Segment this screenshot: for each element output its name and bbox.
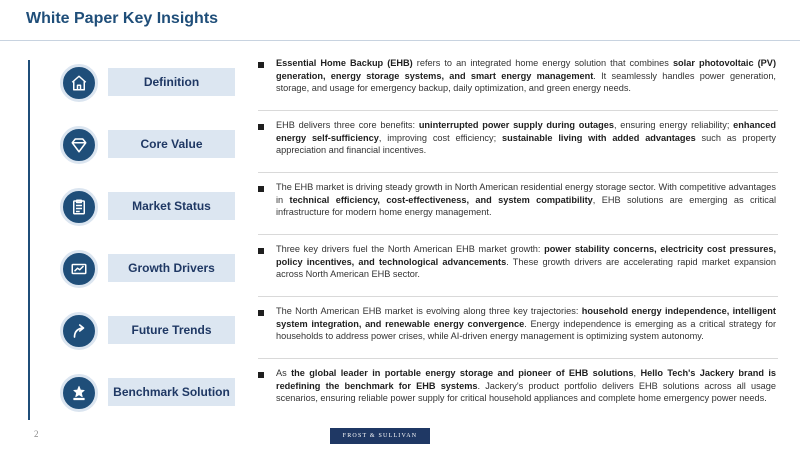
row-divider <box>258 358 778 359</box>
insight-row-core-value <box>0 122 800 182</box>
text-segment: , ensuring energy reliability; <box>613 120 734 130</box>
growth-chart-icon <box>60 250 98 288</box>
text-segment: such as property appreciation and financial incentives. <box>276 132 776 156</box>
insight-row-market-status <box>0 184 800 244</box>
bullet-marker <box>258 372 264 378</box>
row-divider <box>258 110 778 111</box>
bullet-marker <box>258 124 264 130</box>
text-segment: . Energy independence is emerging as a critical strategy for households to address power crises, while AI-driven energy management is optimizing system autonomy. <box>276 318 776 342</box>
text-segment: power stability concerns, electricity cost pressures, policy incentives, and technological advancements <box>276 244 776 267</box>
text-segment: the global leader in portable energy storage and pioneer of EHB solutions <box>291 368 634 378</box>
bullet-marker <box>258 186 264 192</box>
clipboard-icon <box>60 188 98 226</box>
bullet-marker <box>258 248 264 254</box>
text-segment: technical efficiency, cost-effectiveness, and system compatibility <box>289 194 593 205</box>
insight-description <box>276 57 776 95</box>
diamond-icon <box>60 126 98 164</box>
text-segment: . Jackery's product portfolio delivers EHB solutions across all usage scenarios, ensuring reliable power supply for critical household appliances and complete home emergency power needs. <box>276 380 776 404</box>
text-segment: household energy independence, intelligent system integration, and renewable energy convergence <box>276 306 776 329</box>
text-segment: , improving cost efficiency; <box>378 132 502 143</box>
insight-description <box>276 305 776 343</box>
insight-label: Core Value <box>108 130 235 158</box>
insight-description <box>276 367 776 405</box>
text-segment: As <box>276 368 292 378</box>
row-divider <box>258 234 778 235</box>
insight-label: Future Trends <box>108 316 235 344</box>
frost-sullivan-logo: FROST & SULLIVAN <box>330 428 430 444</box>
text-segment: . These growth drivers are accelerating rapid market expansion across North American EHB sector. <box>276 256 776 280</box>
text-segment: , <box>633 368 641 378</box>
text-segment: enhanced energy self-sufficiency <box>276 120 777 143</box>
bullet-marker <box>258 62 264 68</box>
row-divider <box>258 296 778 297</box>
page-title: White Paper Key Insights <box>26 10 219 27</box>
text-segment: , EHB solutions are emerging as critical infrastructure for modern home energy management. <box>276 194 776 218</box>
insight-row-growth-drivers <box>0 246 800 306</box>
bullet-marker <box>258 310 264 316</box>
text-segment: EHB delivers three core benefits: <box>276 120 419 130</box>
text-segment: The EHB market is driving steady growth in North American residential energy storage sector. With competitive advantages in <box>276 182 776 205</box>
text-segment: Essential Home Backup (EHB) <box>276 58 413 68</box>
insight-label: Benchmark Solution <box>108 378 235 406</box>
header-divider <box>0 40 800 41</box>
page-number: 2 <box>34 429 39 439</box>
insight-label: Market Status <box>108 192 235 220</box>
insight-row-definition <box>0 60 800 120</box>
text-segment: . It seamlessly handles power generation, storage, and usage for emergency backup, daily optimization, and green energy needs. <box>276 70 776 94</box>
row-divider <box>258 172 778 173</box>
text-segment: The North American EHB market is evolving along three key trajectories: <box>276 306 582 316</box>
text-segment: Three key drivers fuel the North American EHB market growth: <box>276 244 545 254</box>
insight-label: Growth Drivers <box>108 254 235 282</box>
insight-row-benchmark-solution <box>0 370 800 430</box>
insight-label: Definition <box>108 68 235 96</box>
insight-description <box>276 181 776 219</box>
text-segment: uninterrupted power supply during outages <box>418 120 614 130</box>
award-star-icon <box>60 374 98 412</box>
text-segment: sustainable living with added advantages <box>501 132 696 143</box>
insight-row-future-trends <box>0 308 800 368</box>
text-segment: refers to an integrated home energy solution that combines <box>412 58 673 68</box>
house-icon <box>60 64 98 102</box>
insight-description <box>276 243 776 281</box>
text-segment: Hello Tech's Jackery brand is redefining the benchmark for EHB systems <box>276 368 776 391</box>
trend-arrow-icon <box>60 312 98 350</box>
insight-description <box>276 119 776 157</box>
text-segment: solar photovoltaic (PV) generation, energy storage systems, and smart energy management <box>276 58 776 81</box>
